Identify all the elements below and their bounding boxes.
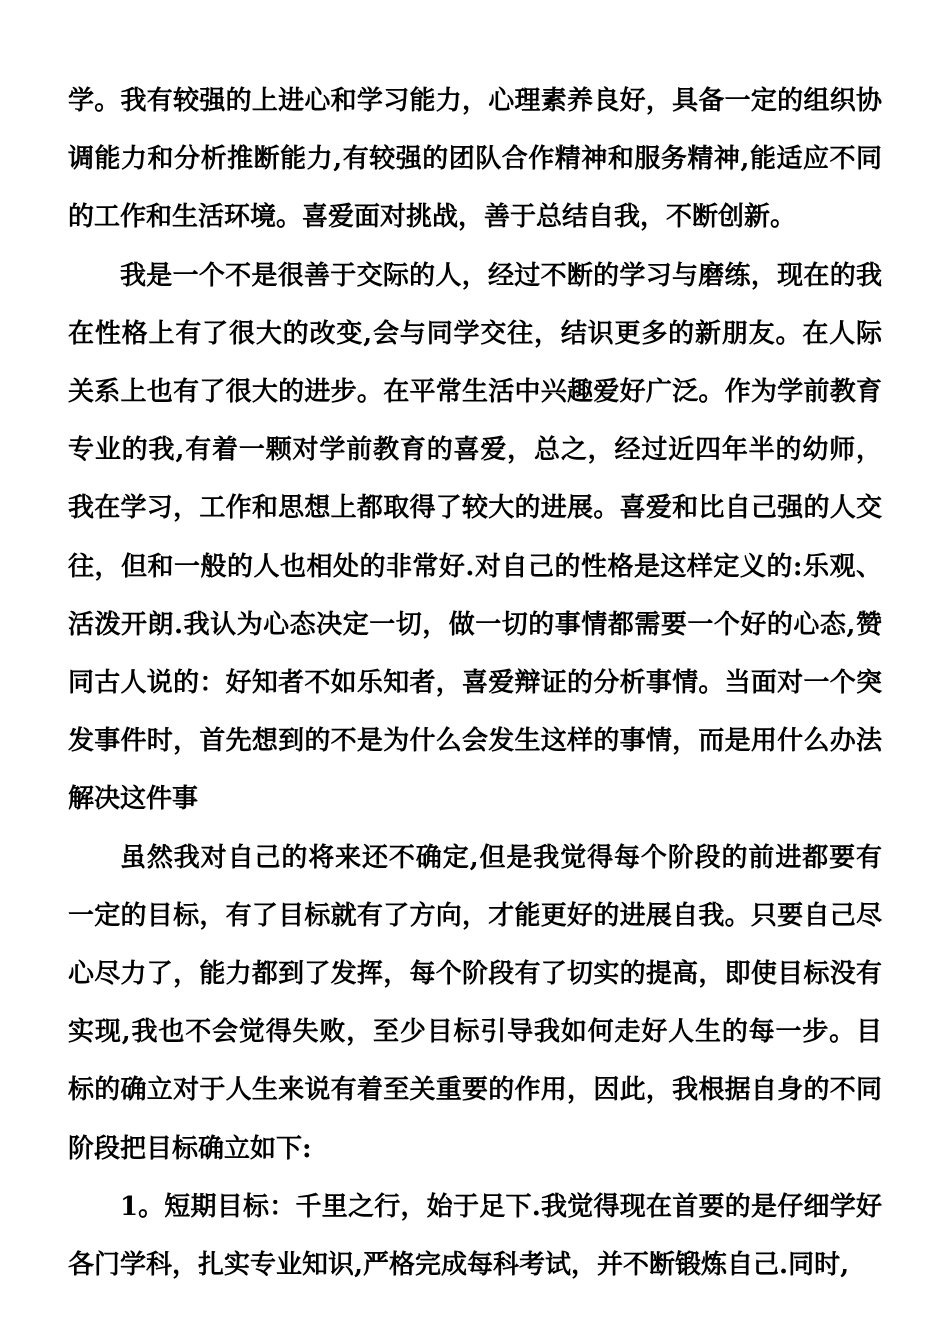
- paragraph-personality: 我是一个不是很善于交际的人，经过不断的学习与磨练，现在的我在性格上有了很大的改变,会与同学交往，结识更多的新朋友。在人际关系上也有了很大的进步。在平常生活中兴趣爱好广泛。作为学前教育专业的我,有着一颗对学前教育的喜爱，总之，经过近四年半的幼师，我在学习，工作和思想上都取得了较大的进展。喜爱和比自己强的人交往，但和一般的人也相处的非常好.对自己的性格是这样定义的:乐观、活泼开朗.我认为心态决定一切，做一切的事情都需要一个好的心态,赞同古人说的：好知者不如乐知者，喜爱辩证的分析事情。当面对一个突发事件时，首先想到的不是为什么会发生这样的事情，而是用什么办法解决这件事: [68, 260, 882, 815]
- list-item-text: 短期目标：千里之行，始于足下.我觉得现在首要的是仔细学好各门学科，扎实专业知识,严格完成每科考试，并不断锻炼自己.同时,: [68, 1191, 882, 1281]
- list-item-short-term-goal: [68, 1178, 882, 1294]
- document-body: [68, 72, 882, 1294]
- paragraph-continuation: 学。我有较强的上进心和学习能力，心理素养良好，具备一定的组织协调能力和分析推断能力,有较强的团队合作精神和服务精神,能适应不同的工作和生活环境。喜爱面对挑战，善于总结自我，不断创新。: [68, 86, 882, 233]
- paragraph-goals: 虽然我对自己的将来还不确定,但是我觉得每个阶段的前进都要有一定的目标，有了目标就有了方向，才能更好的进展自我。只要自己尽心尽力了，能力都到了发挥，每个阶段有了切实的提高，即使目标没有实现,我也不会觉得失败，至少目标引导我如何走好人生的每一步。目标的确立对于人生来说有着至关重要的作用，因此，我根据自身的不同阶段把目标确立如下:: [68, 842, 882, 1164]
- list-item-number: 1。: [120, 1191, 165, 1222]
